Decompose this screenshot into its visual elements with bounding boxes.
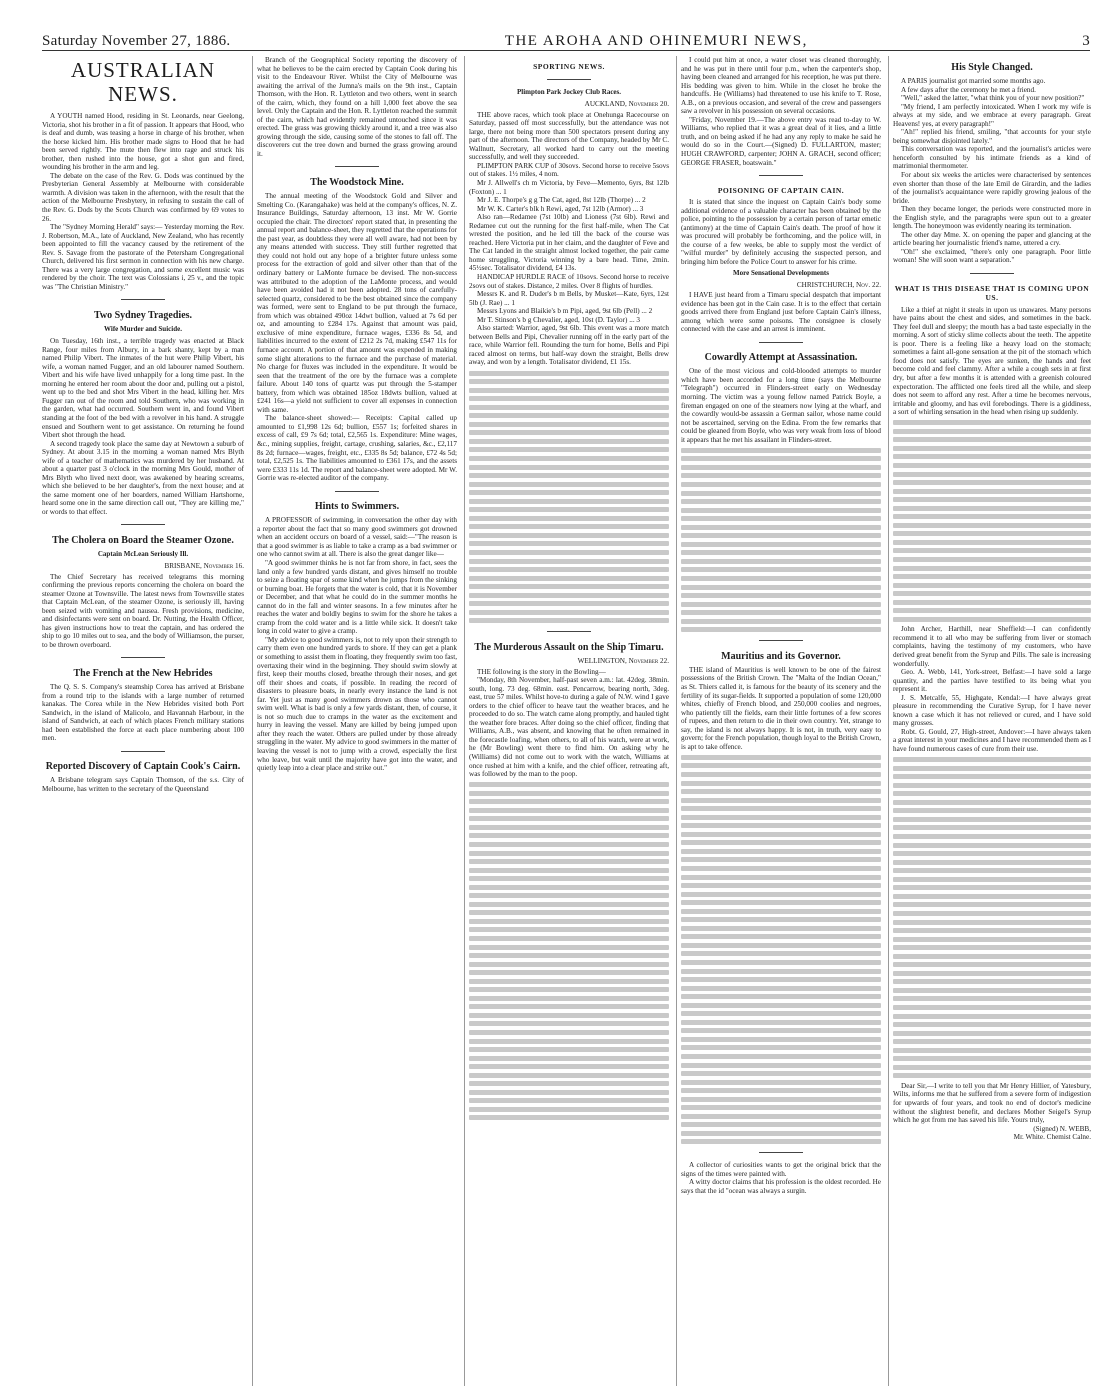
races-subheading: Plimpton Park Jockey Club Races. <box>516 88 622 97</box>
text-placeholder <box>469 371 669 624</box>
article-paragraph: This conversation was reported, and the journalist's articles were henceforth consulted by his intimate friends as a kind of matrimonial thermometer. <box>893 145 1091 171</box>
cain-heading: POISONING OF CAPTAIN CAIN. <box>717 185 845 195</box>
article-paragraph: "Friday, November 19.—The above entry was read to-day to W. Williams, who replied that it was a great deal of it lies, and a little truth, and on being asked if he had any any reply to make he said he would do so in the Court.—(Signed) D. FULLARTON, master; HUGH CRAWFORD, carpenter; JOHN A. GRACH, second officer; GEORGE FRASER, boatswain." <box>681 115 881 167</box>
article-paragraph: A YOUTH named Hood, residing in St. Leonards, near Geelong, Victoria, shot his brother in a fit of passion. It appears that Hood, who is deaf and dumb, was teasing a horse in charge of his brother, when the horse kicked him. His brother made signs to Hood that he had been served rightly. The mute then flew into rage and struck his brother, then rushed into the house, got a shot gun and fired, wounding his brother in the arm and leg. <box>42 112 244 172</box>
article-paragraph: Also started: Warrior, aged, 9st 6lb. This event was a more match between Bells and Pipi, Chevalier running off in the early part of the race, while Warrior fell. Rounding the turn for home, Bells and Pipi raced almost on terms, but half-way down the straight, Bells drew away, and won by a length. Totalisator dividend, £1 15s. <box>469 324 669 367</box>
race-entry: Mr J. Allwell's ch m Victoria, by Feve—Memento, 6yrs, 8st 12lb (Foxton) ... 1 <box>469 178 669 196</box>
article-paragraph: THE above races, which took place at Onehunga Racecourse on Saturday, passed off most successfully, but the attendance was not large, there not being more than 500 spectators present during any part of the afternoon. The directors of the Company, headed by Mr C. Wallnutt, Secretary, all worked hard to carry out the meeting successfully, and well they succeeded. <box>469 110 669 162</box>
text-placeholder <box>681 448 881 632</box>
race-entry: Mr J. E. Thorpe's g g The Cat, aged, 8st 12lb (Thorpe) ... 2 <box>477 196 646 205</box>
mauritius-heading: Mauritius and its Governor. <box>721 650 841 662</box>
newspaper-columns <box>42 56 1090 1386</box>
section-separator <box>42 295 244 304</box>
race-entry: Messrs K. and R. Duder's b m Bells, by Musket—Kate, 6yrs, 12st 5lb (J. Rae) ... 1 <box>469 290 669 307</box>
article-paragraph: I could put him at once, a water closet was cleaned thoroughly, and he was put in there until four p.m., when the carpenter's shop, having been cleaned and arranged for his reception, he was put there. His bedding was given to him. While in the closet he broke the handcuffs. He (Williams) had threatened to use his knife to T. Rose, A.B., on a previous occasion, and several of the crew and passengers saw a revolver in his possession on several occasions. <box>681 56 881 116</box>
tragedies-subheading: Wife Murder and Suicide. <box>104 325 182 334</box>
article-paragraph: The other day Mme. X. on opening the paper and glancing at the article bearing her journalistic friend's name, uttered a cry. <box>893 230 1091 248</box>
dateline: AUCKLAND, November 20. <box>584 100 669 109</box>
text-placeholder <box>469 782 669 1120</box>
article-paragraph: "Well," asked the latter, "what think you of your new position?" <box>901 94 1085 103</box>
article-paragraph: For about six weeks the articles were characterised by sentences even shorter than those of the late Emil de Girardin, and the ladies of the journalist's acquaintance were rapidly growing jealous of the bride. <box>893 171 1091 205</box>
section-separator <box>681 1148 881 1157</box>
article-paragraph: "Ah!" replied his friend, smiling, "that accounts for your style being somewhat disjointed lately." <box>893 128 1091 145</box>
race-entry: Messrs Lyons and Blaikie's b m Pipi, aged, 9st 6lb (Pell) ... 2 <box>477 307 653 316</box>
signature-name: Mr. White. Chemist Calne. <box>1013 1133 1091 1142</box>
article-paragraph: A few days after the ceremony he met a friend. <box>901 85 1036 94</box>
section-separator <box>42 747 244 756</box>
article-paragraph: A Brisbane telegram says Captain Thomson, of the s.s. City of Melbourne, has written to the secretary of the Queensland <box>42 776 244 793</box>
column-1 <box>42 56 248 1386</box>
text-placeholder <box>681 755 881 1145</box>
section-separator <box>257 163 457 172</box>
article-paragraph: On Tuesday, 16th inst., a terrible tragedy was enacted at Black Range, four miles from Albury, in a bark shanty, kept by a man named Philip Vibert. The inmates of the hut were Philip Vibert, his wife, a woman named Fugger, and an old labourer named Southern. Vibert and his wife have lived unhappily for a long time past. In the morning he entered her room about the door and, pulling out a pistol, went up to the bed and shot Mrs Vibert in the head, killing her. Mrs Fugger ran out of the room and told Southern, who was working in the garden, what had occurred. Southern went in, and found Vibert standing at the foot of the bed with a revolver in his hand. A struggle ensued and Southern went to get assistance. On returning he found Vibert shot through the head. <box>42 337 244 440</box>
woodstock-heading: The Woodstock Mine. <box>310 177 404 189</box>
testimonial: John Archer, Harthill, near Sheffield:—I can confidently recommend it to all who may be suffering from liver or stomach complaints, having the testimony of my customers, who have derived great benefit from the Syrup and Pills. The sale is increasing wonderfully. <box>893 625 1091 668</box>
race-entry: HANDICAP HURDLE RACE of 10sovs. Second horse to receive 2sovs out of stakes. Distance, 2 miles. Over 8 flights of hurdles. <box>469 272 669 290</box>
section-separator <box>893 269 1091 278</box>
article-paragraph: It is stated that since the inquest on Captain Cain's body some additional evidence of a valuable character has been obtained by the police, pointing to the possession by a certain person of tartar emetic (antimony) at the time of Captain Cain's death. The proof of how it was procured will probably be forthcoming, and the police will, in the course of a few weeks, be able to supply most the verdict of "wilful murder" by definitely accusing the suspected person, and bringing him before the Police Court to answer for his crime. <box>681 198 881 266</box>
article-paragraph: A PROFESSOR of swimming, in conversation the other day with a reporter about the fact that so many good swimmers got drowned when an accident occurs on board of a vessel, said:—"The reason is that a good swimmer is as liable to take a cramp as a bad swimmer or one who cannot swim at all. There is also the great danger like— <box>257 516 457 559</box>
testimonial: Dear Sir,—I write to tell you that Mr Henry Hillier, of Yatesbury, Wilts, informs me that he suffered from a severe form of indigestion for upwards of four years, and took no end of doctor's medicine without the slightest benefit, and declares Mother Seigel's Syrup which he got from me has saved his life. Yours truly, <box>893 1081 1091 1125</box>
testimonial: Geo. A. Webb, 141, York-street, Belfast:—I have sold a large quantity, and the parties have testified to its being what you represent it. <box>893 668 1091 694</box>
masthead <box>42 20 1090 50</box>
article-paragraph: "My friend, I am perfectly intoxicated. When I work my wife is always at my side, and we embrace at every paragraph. Great Heavens! yes, at every paragraph!" <box>893 102 1091 128</box>
section-separator <box>42 521 244 530</box>
page-number: 3 <box>1082 33 1090 49</box>
article-paragraph: The debate on the case of the Rev. G. Dods was continued by the Presbyterian General Assembly at Melbourne with considerable warmth. A division was taken in the afternoon, with the result that the action of the Melbourne Presbytery, in refusing to sustain the call of the Rev. G. Dods by the Scots Church was confirmed by 69 votes to 26. <box>42 171 244 223</box>
article-paragraph: The "Sydney Morning Herald" says:— Yesterday morning the Rev. J. Robertson, M.A., late of Auckland, New Zealand, who has recently been appointed to fill the vacancy caused by the retirement of the Rev. S. Savage from the pastorate of the Petersham Congregational Church, delivered his first sermon in connection with his new charge. There was a very large congregation, and some excellent music was rendered by the choir. The text was Colossians i, 25 v., and the topic was "The Christian Ministry." <box>42 223 244 291</box>
article-paragraph: Also ran—Redamee (7st 10lb) and Lioness (7st 6lb). Rewi and Redamee cut out the running for the first half-mile, when The Cat wrested the position, and he led till the back of the course was reached. Here Victoria put in her claim, and the daughter of Feve and The Cat landed in the straight almost locked together, the pair came home struggling, Victoria winning by a bare head. Time, 2min. 45½sec. Totalisator dividend, £4 13s. <box>469 213 669 273</box>
article-paragraph: THE island of Mauritius is well known to be one of the fairest possessions of the British Crown. The "Malta of the Indian Ocean," as St. Thiers called it, is famous for the beauty of its scenery and the fertility of its sugar-fields. It supported a population of some 120,000 whites, chiefly of French blood, and 250,000 coolies and negroes, who patiently till the fields, earn their little fortunes of a few scores of rupees, and then return to die in their own country. Yet, strange to say, the island is not always happy. It is not, in truth, very easy to govern; for the French population, though loyal to the British Crown, is apt to take offence. <box>681 665 881 751</box>
article-paragraph: The Q. S. S. Company's steamship Corea has arrived at Brisbane from a round trip to the islands with a large number of returned kanakas. The Corea while in the New Hebrides visited both Port Sandwich, in the island of Malicolo, and Havannah Harbour, in the island of Sandwich, at each of which places French military stations had been established the force at each place numbering about 100 men. <box>42 683 244 743</box>
dateline: CHRISTCHURCH, Nov. 22. <box>796 280 881 289</box>
signature-line: (Signed) N. WEBB, <box>1033 1124 1091 1133</box>
article-paragraph: A witty doctor claims that his profession is the oldest recorded. He says that the id "ocean was always a surgin. <box>681 1178 881 1195</box>
sporting-heading: SPORTING NEWS. <box>533 62 605 71</box>
section-separator <box>681 636 881 645</box>
column-5 <box>888 56 1091 1386</box>
dateline: WELLINGTON, November 22. <box>577 656 669 665</box>
article-paragraph: I HAVE just heard from a Timaru special despatch that important evidence has been got in the Cain case. It is to the effect that certain goods arrived there from England just before Captain Cain's illness, among which were some poisons. The consignee is closely connected with the case and an arrest is imminent. <box>681 291 881 334</box>
column-4 <box>676 56 885 1386</box>
article-paragraph: The annual meeting of the Woodstock Gold and Silver and Smelting Co. (Karangahake) was held at the company's offices, N. Z. Insurance Buildings, Saturday afternoon, 13 inst. Mr W. Gorrie occupied the chair. The directors' report stated that, in presenting the annual report and balance-sheet, they regretted that the operations for the past year, as doubtless they were all well aware, had not been by any means attended with success. They still further regretted that they could not hold out any hope of a brighter future unless some process for the extraction of gold and silver other than that of the ordinary battery or LaMonte furnace be devised. The non-success was attributed to the adoption of the LaMonte process, and would have been avoided had it not been adopted. 28 tons of carefully-selected quartz, considered to be the best obtained since the company was formed, were sent to England to be put through the furnace, from which was obtained 490oz 14dwt bullion, valued at 7s 6d per oz, and amounting to £284 17s. Against that amount was paid, exclusive of mine expenditure, furnace wages, £336 8s 5d, and liabilities incurred to the extent of £212 2s 7d, making £547 11s for furnace account. A portion of that amount was expended in making some slight alterations to the furnace and the purchase of material. No charge for fluxes was included in the expenditure. It would be seen that the treatment of the ore by the furnace was a complete failure. About 140 tons of quartz was put through the 5-stamper battery, from which was obtained 185oz 18dwts bullion, valued at £241 16s—a yield not sufficient to cover all expenses in connection with same. <box>257 192 457 414</box>
article-paragraph: A collector of curiosities wants to get the original brick that the signs of the times were painted with. <box>681 1161 881 1178</box>
section-separator <box>257 487 457 496</box>
masthead-rule <box>42 50 1090 51</box>
race-entry: PLIMPTON PARK CUP of 30sovs. Second horse to receive 5sovs out of stakes. 1½ miles, 4 nom. <box>469 161 669 179</box>
article-paragraph: THE following is the story in the Bowling— <box>477 667 606 676</box>
dateline: BRISBANE, November 16. <box>164 562 244 571</box>
article-paragraph: The balance-sheet showed:— Receipts: Capital called up amounted to £1,998 12s 6d; bullion, £557 1s; forfeited shares in excess of call, £9 7s 6d; total, £2,565 1s. Expenditure: Mine wages, &c., mining supplies, freight, cartage, crushing, salaries, &c., £2,117 8s 2d; furnace—wages, freight, etc., £335 8s 5d; balance, £72 4s 5d; total, £2,525 1s. The liabilities amounted to £361 17s, and the assets were £333 11s 1d. The report and balance-sheet were adopted. Mr W. Gorrie was re-elected auditor of the company. <box>257 414 457 483</box>
section-separator <box>681 338 881 347</box>
cholera-subheading: Captain McLean Seriously Ill. <box>97 550 189 559</box>
article-paragraph: Like a thief at night it steals in upon us unawares. Many persons have pains about the chest and sides, and sometimes in the back. They feel dull and sleepy; the mouth has a bad taste especially in the morning. A sort of sticky slime collects about the teeth. The appetite is poor. There is a feeling like a heavy load on the stomach; sometimes a faint all-gone sensation at the pit of the stomach which food does not satisfy. The eyes are sunken, the hands and feet become cold and feel clammy. After a while a cough sets in at first dry, but after a few months it is attended with a greenish coloured expectoration. The afflicted one feels tired all the while, and sleep does not seem to afford any rest. After a time he becomes nervous, irritable and gloomy, and has evil forebodings. There is a giddiness, a sort of whirling sensation in the head when rising up suddenly. <box>893 305 1091 417</box>
article-paragraph: "Oh!" she exclaimed, "there's only one paragraph. Poor little woman! She will soon want a separation." <box>893 247 1091 265</box>
article-paragraph: A second tragedy took place the same day at Newtown a suburb of Sydney. At about 3.15 in the morning a woman named Mrs Blyth wife of a teacher of mathematics was murdered by her husband. At about a quarter past 3 o'clock in the morning Mrs Gould, mother of Mrs Blyth who lived next door, was awakened by hearing screams, which she believed to be her daughter's, from the next house; and at the same moment one of her boarders, named William Hartshorne, heard some one in the same direction call out, "They are killing me," or words to that effect. <box>42 439 244 516</box>
column-2 <box>252 56 461 1386</box>
hebrides-heading: The French at the New Hebrides <box>73 668 213 680</box>
article-paragraph: The Chief Secretary has received telegrams this morning confirming the previous reports concerning the cholera on board the steamer Ozone at Townsville. The latest news from Townsville states that Captain McLean, of the steamer Ozone, is seriously ill, having been seized with vomiting and nausea. Fresh provisions, medicine, and disinfectants were sent on board. Dr. Nutting, the Health Officer, has given instructions how to treat the captain, and has ordered the ship to go 10 miles out to sea, and the body of Williamson, the purser, to be thrown overboard. <box>42 572 244 649</box>
australian-news-heading: AUSTRALIAN NEWS. <box>70 58 216 106</box>
section-separator <box>469 76 669 85</box>
hints-heading: Hints to Swimmers. <box>314 501 400 513</box>
cairn-heading: Reported Discovery of Captain Cook's Cairn. <box>45 761 241 773</box>
testimonial: Robt. G. Gould, 27, High-street, Andover:—I have always taken a great interest in your medicines and I have recommended them as I have found numerous cases of cure from their use. <box>893 727 1091 754</box>
testimonial: J. S. Metcalfe, 55, Highgate, Kendal:—I have always great pleasure in recommending the Curative Syrup, for I have never known a case which it has not relieved or cured, and I have sold many grosses. <box>893 693 1091 728</box>
race-entry: Mr T. Stinson's b g Chevalier, aged, 10st (D. Taylor) ... 3 <box>477 315 641 324</box>
section-separator <box>469 627 669 636</box>
issue-date: Saturday November 27, 1886. <box>42 33 231 49</box>
paper-title: THE AROHA AND OHINEMURI NEWS, <box>504 33 808 49</box>
tragedies-heading: Two Sydney Tragedies. <box>93 310 193 322</box>
section-separator <box>681 171 881 180</box>
text-placeholder <box>893 757 1091 1078</box>
text-placeholder <box>893 420 1091 622</box>
column-3 <box>464 56 673 1386</box>
cholera-heading: The Cholera on Board the Steamer Ozone. <box>52 535 234 547</box>
cain-subheading: More Sensational Developments <box>733 268 829 277</box>
article-paragraph: Branch of the Geographical Society reporting the discovery of what he believes to be the cairn erected by Captain Cook during his visit to the Endeavour River. Whilst the City of Melbourne was awaiting the arrival of the Jumna's mails on the 9th inst., Captain Thomson, with the Hon. R. Lyttleton and two others, went in search of the cairn, which, they found on a hill 1,000 feet above the sea level. Only the Captain and the Hon. R. Lyttleton reached the summit of the cairn, which had evidently remained untouched since it was erected. The grass was growing thickly around it, and a tree was also growing through the side, causing some of the stones to fall off. The discoverers cut the tree down and burned the grass growing around it. <box>257 56 457 159</box>
style-heading: His Style Changed. <box>951 62 1033 73</box>
article-paragraph: A PARIS journalist got married some months ago. <box>901 77 1046 85</box>
article-paragraph: "My advice to good swimmers is, not to rely upon their strength to carry them even one hundred yards to shore. If they can get a plank or something to assist them in floating, they frequently swim too fast, overtaxing their wind in the beginning. They should swim slowly at first, keep their mouths closed, breathe through their noses, and get off their shoes and coats, if possible. In reading the record of disasters to pleasure boats, in nearly every instance the land is not far. Yet just as many good swimmers drown as those who cannot swim well. What is bad is only a few yards distant, then, of course, it is not so much due to cramps in the water as the excitement and hurry in leaving the vessel. Many are killed by being jumped upon after they reach the water. Others are pulled under by those already struggling in the water. My advice to good swimmers in the matter of leaving the vessel is not to jump with a crowd, especially the first who leave, but wait until the majority have got into the water, and quietly leap into a clear place and strike out." <box>257 635 457 773</box>
article-paragraph: "Monday, 8th November, half-past seven a.m.: lat. 42deg. 38min. south, long. 73 deg. 68min. east. Pencarrow, bearing north, 3deg. east, true 57 miles. Whilst hove-to during a gale of N.W. wind I gave orders to the chief officer to heave taut the weather braces, and he proceeded to do so. The watch came along promptly, and hauled tight the weather fore braces. After doing so the chief officer, finding that Williams, A.B., was absent, and knowing that he often remained in the forecastle loafing, when others, to all of his watch, were at work, he (Mr Bowling) went there to find him. On asking why he (Williams) did not come out to work with the watch, Williams at once rushed at him with a knife, and the chief officer, retreating aft, was followed by the man to the poop. <box>469 676 669 779</box>
article-paragraph: "A good swimmer thinks he is not far from shore, in fact, sees the land only a few hundred yards distant, and gives himself no trouble to seize a floating spar of some kind when he jumps from the sinking or burning boat. He forgets that the water is cold, that it is November or December, and that what he could do in the summer months he cannot do in the fall and winter seasons. In a few minutes after he reaches the water and boldly begins to swim for the shore he takes a cramp from the cold water and is a little while sick. It doesn't take long in cold water to give a cramp. <box>257 558 457 636</box>
disease-heading: WHAT IS THIS DISEASE THAT IS COMING UPON US. <box>894 283 1090 303</box>
article-paragraph: One of the most vicious and cold-blooded attempts to murder which have been accorded for a long time (says the Melbourne "Telegraph") occurred in Flinders-street early on Wednesday morning. The victim was a young fellow named Patrick Boyle, a fireman engaged on one of the steamers now lying at the wharf, and the cowardly would-be assassin a German sailor, whose name could not be ascertained, serving on the Edina. From the few remarks that could be gleaned from Boyle, who was very weak from loss of blood it appears that he met his assailant in Flinders-street. <box>681 367 881 444</box>
article-paragraph: Then they became longer, the periods were constructed more in the English style, and the paragraphs were spun out to a greater length. The honeymoon was evidently nearing its termination. <box>893 205 1091 231</box>
timaru-heading: The Murderous Assault on the Ship Timaru. <box>474 641 664 653</box>
race-entry: Mr W. K. Carter's blk h Rewi, aged, 7st 12lb (Armor) ... 3 <box>477 204 644 213</box>
cowardly-heading: Cowardly Attempt at Assassination. <box>704 352 858 364</box>
section-separator <box>42 654 244 663</box>
